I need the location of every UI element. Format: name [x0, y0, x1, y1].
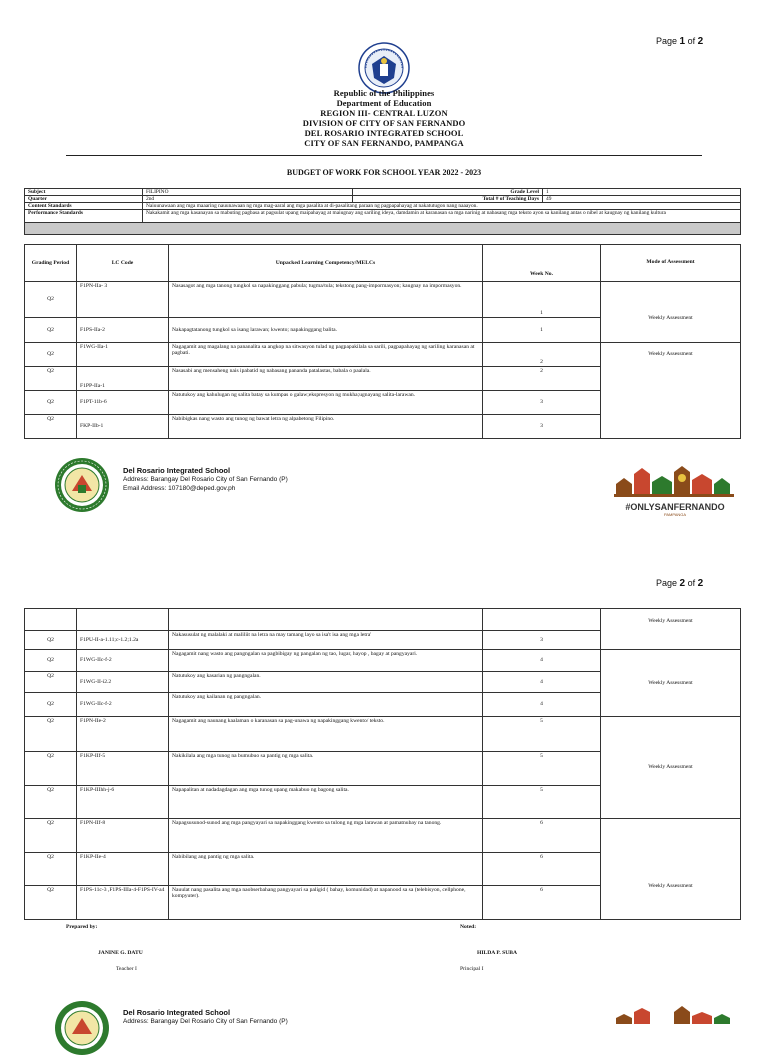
row-code: F1PU-II-a-1.11;c-1.2;1.2a	[77, 631, 169, 650]
row-code: F1PT-11b-6	[77, 391, 169, 415]
school-name: Del Rosario Integrated School	[123, 466, 231, 475]
school-address: Address: Barangay Del Rosario City of San Fernando (P)	[123, 476, 288, 483]
prepared-label: Prepared by:	[66, 924, 98, 930]
col-competency: Unpacked Learning Competency/MELCs	[169, 245, 483, 282]
row-quarter: Q2	[25, 786, 77, 819]
row-week: 5	[483, 717, 601, 752]
row-quarter: Q2	[25, 752, 77, 786]
row-quarter: Q2	[25, 853, 77, 886]
empty-cell	[483, 609, 601, 631]
page-of: of	[687, 578, 696, 588]
row-assessment: Weekly Assessment	[601, 717, 741, 819]
row-quarter: Q2	[25, 819, 77, 853]
row-quarter: Q2	[25, 717, 77, 752]
city-logo-tag: #ONLYSANFERNANDO	[625, 502, 725, 512]
row-code: F1WG-IIc-f-2	[77, 693, 169, 717]
row-week: 5	[483, 752, 601, 786]
city-logo-sub: PAMPANGA	[663, 512, 687, 517]
row-week: 4	[483, 650, 601, 672]
empty-cell	[25, 609, 77, 631]
subject-label: Subject	[25, 189, 143, 196]
table-row	[25, 343, 741, 367]
table-row	[25, 717, 741, 752]
performance-standards-value: Nakakamit ang mga kasanayan sa mabuting pagbasa at pagsulat upang maipahayag at maiugnay ang sariling ideya, damdamin at karanasan sa mga narinig at nabasang mga teksto ayon sa kanilang antas o nibel at kaugnay ng kanilang kultura	[143, 210, 741, 223]
header-city: CITY OF SAN FERNANDO, PAMPANGA	[304, 138, 464, 148]
deped-seal-icon	[358, 42, 410, 94]
row-quarter: Q2	[25, 318, 77, 343]
row-competency: Napapalitan at nadadagdagan ang mga tunog upang makabuo ng bagong salita.	[169, 786, 483, 819]
empty-cell	[77, 609, 169, 631]
school-seal-icon	[54, 1000, 110, 1056]
row-week: 3	[483, 391, 601, 415]
row-quarter: Q2	[25, 282, 77, 318]
row-competency: Nasasagot ang mga tanong tungkol sa napakinggang pabula; tugma/tula; tekstong pang-impormasyon; kaugnay na impormasyon.	[169, 282, 483, 318]
row-code: F1WG-IIc-f-2	[77, 650, 169, 672]
letterhead	[0, 88, 768, 148]
row-quarter: Q2	[25, 693, 77, 717]
gray-separator	[25, 223, 741, 235]
header-republic: Republic of the Philippines	[333, 88, 435, 98]
page-number-2	[656, 578, 703, 589]
noted-label: Noted:	[460, 924, 477, 930]
document-title: BUDGET OF WORK FOR SCHOOL YEAR 2022 - 2023	[286, 168, 482, 177]
days-value: 49	[543, 196, 741, 203]
days-label: Total # of Teaching Days	[353, 196, 543, 203]
page-current: 1	[679, 36, 686, 47]
row-assessment: Weekly Assessment	[601, 650, 741, 717]
row-code: F1KP-IIIhh-j-6	[77, 786, 169, 819]
row-competency: Nabibilang ang pantig ng mga salita.	[169, 853, 483, 886]
page-total: 2	[697, 578, 704, 589]
row-code: F1KP-IIf-5	[77, 752, 169, 786]
subject-value: FILIPINO	[143, 189, 353, 196]
row-competency: Nauulat nang pasalita ang mga naobserbahang pangyayari sa paligid ( bahay, komunidad) at napanood sa sa (telebisyon, cellphone, kompyuter).	[169, 886, 483, 920]
competency-table-page2	[24, 608, 741, 920]
row-quarter: Q2	[25, 391, 77, 415]
school-name: Del Rosario Integrated School	[123, 1008, 231, 1017]
row-assessment: Weekly Assessment	[601, 343, 741, 439]
row-code: F1PS-IIa-2	[77, 318, 169, 343]
row-week: 2	[483, 367, 601, 391]
row-code: F1PN-IIf-8	[77, 819, 169, 853]
row-code: F1PP-IIa-1	[77, 367, 169, 391]
competency-table-page1	[24, 244, 741, 439]
row-competency: Natutukoy ang kailanan ng pangngalan.	[169, 693, 483, 717]
row-week: 4	[483, 693, 601, 717]
row-code: F1PN-IIe-2	[77, 717, 169, 752]
row-quarter: Q2	[25, 886, 77, 920]
col-lc-code: LC Code	[77, 245, 169, 282]
header-school: DEL ROSARIO INTEGRATED SCHOOL	[304, 128, 464, 138]
teacher-title: Teacher I	[116, 966, 137, 972]
school-email: Email Address: 107180@deped.gov.ph	[123, 485, 236, 492]
table-row	[25, 650, 741, 672]
table-row-empty	[25, 609, 741, 631]
col-week: Week No.	[483, 245, 601, 282]
header-division: DIVISION OF CITY OF SAN FERNANDO	[302, 118, 466, 128]
empty-cell	[169, 609, 483, 631]
row-code: F1PN-IIa- 3	[77, 282, 169, 318]
principal-name: HILDA P. SUBA	[477, 950, 518, 956]
row-code: F1KP-IIe-4	[77, 853, 169, 886]
school-address: Address: Barangay Del Rosario City of San Fernando (P)	[123, 1018, 288, 1025]
city-logo	[612, 464, 738, 517]
row-competency: Nabibigkas nang wasto ang tunog ng bawat letra ng alpabetong Filipino.	[169, 415, 483, 439]
row-competency: Napagsusunod-sunod ang mga pangyayari sa napakinggang kwento sa tulong ng mga larawan at pamatnubay na tanong.	[169, 819, 483, 853]
row-competency: Natutukoy ang kahulugan ng salita batay sa kumpas o galaw;ekspresyon ng mukha;ugnayang salita-larawan.	[169, 391, 483, 415]
row-quarter: Q2	[25, 367, 77, 391]
page-label: Page	[656, 578, 678, 588]
row-quarter: Q2	[25, 343, 77, 367]
row-assessment: Weekly Assessment	[601, 819, 741, 920]
row-week: 3	[483, 415, 601, 439]
row-competency: Nakasusulat ng malalaki at maliliit na letra na may tamang layo sa isa't isa ang mga letra'	[169, 631, 483, 650]
row-quarter: Q2	[25, 415, 77, 439]
row-code: FKP-IIb-1	[77, 415, 169, 439]
row-week: 6	[483, 853, 601, 886]
row-code: F1PS-11c-3 ,F1PS-IIIa-4-F1PS-IV-a4	[77, 886, 169, 920]
col-mode: Mode of Assessment	[601, 245, 741, 282]
row-week: 6	[483, 886, 601, 920]
teacher-name: JANINE G. DATU	[98, 950, 143, 956]
row-quarter: Q2	[25, 672, 77, 693]
info-table	[24, 188, 741, 235]
row-competency: Nakapagtatanong tungkol sa isang larawan; kwento; napakinggang balita.	[169, 318, 483, 343]
row-week: 4	[483, 672, 601, 693]
row-week: 6	[483, 819, 601, 853]
content-standards-label: Content Standards	[25, 203, 143, 210]
principal-title: Principal I	[460, 966, 484, 972]
row-quarter: Q2	[25, 650, 77, 672]
content-standards-value: Naiuunawaan ang mga maaaring nauunawaan ng mga mag-aaral ang mga pasalita at di-pasalitang paraan ng pagpapahayag at nakatutugon nang naaayon.	[143, 203, 741, 210]
header-region: REGION III- CENTRAL LUZON	[320, 108, 448, 118]
row-quarter: Q2	[25, 631, 77, 650]
row-code: F1WG-II-i2.2	[77, 672, 169, 693]
row-week: 1	[483, 318, 601, 343]
performance-standards-label: Performance Standards	[25, 210, 143, 223]
row-competency: Nasasabi ang mensaheng nais ipabatid ng nabasang pananda patalastas, babala o paalala.	[169, 367, 483, 391]
page-current: 2	[679, 578, 686, 589]
quarter-value: 2nd	[143, 196, 353, 203]
row-week: 2	[483, 343, 601, 367]
col-grading-period: Grading Period	[25, 245, 77, 282]
quarter-label: Quarter	[25, 196, 143, 203]
header-department: Department of Education	[336, 98, 432, 108]
school-info	[123, 466, 288, 493]
table-row	[25, 282, 741, 318]
row-week: 1	[483, 282, 601, 318]
city-logo-icon	[612, 464, 738, 498]
page-number	[656, 36, 703, 47]
grade-label: Grade Level	[353, 189, 543, 196]
header-divider	[66, 155, 702, 156]
page-total: 2	[697, 36, 704, 47]
row-competency: Nagagamit ang magalang na pananalita sa angkop na sitwasyon tulad ng pagpapakilala sa sarili, pagpapahayag ng sariling karanasan at pagbati.	[169, 343, 483, 367]
row-assessment: Weekly Assessment	[601, 609, 741, 650]
row-week: 3	[483, 631, 601, 650]
city-logo-icon	[612, 1006, 738, 1024]
row-competency: Nakikilala ang mga tunog na bumubuo sa pantig ng mga salita.	[169, 752, 483, 786]
page-label: Page	[656, 36, 678, 46]
row-assessment: Weekly Assessment	[601, 282, 741, 343]
page-of: of	[687, 36, 696, 46]
school-seal-icon	[54, 457, 110, 513]
grade-value: 1	[543, 189, 741, 196]
row-competency: Nagagamit ang naunang kaalaman o karanasan sa pag-unawa ng napakinggang kwento/ teksto.	[169, 717, 483, 752]
row-competency: Natutukoy ang kasarian ng pangngalan.	[169, 672, 483, 693]
row-week: 5	[483, 786, 601, 819]
school-info-2	[123, 1008, 288, 1026]
row-competency: Nagagamit nang wasto ang pangngalan sa pagbibigay ng pangalan ng tao, lugar, hayop , bagay at pangyayari.	[169, 650, 483, 672]
table-row	[25, 819, 741, 853]
row-code: F1WG-IIa-1	[77, 343, 169, 367]
